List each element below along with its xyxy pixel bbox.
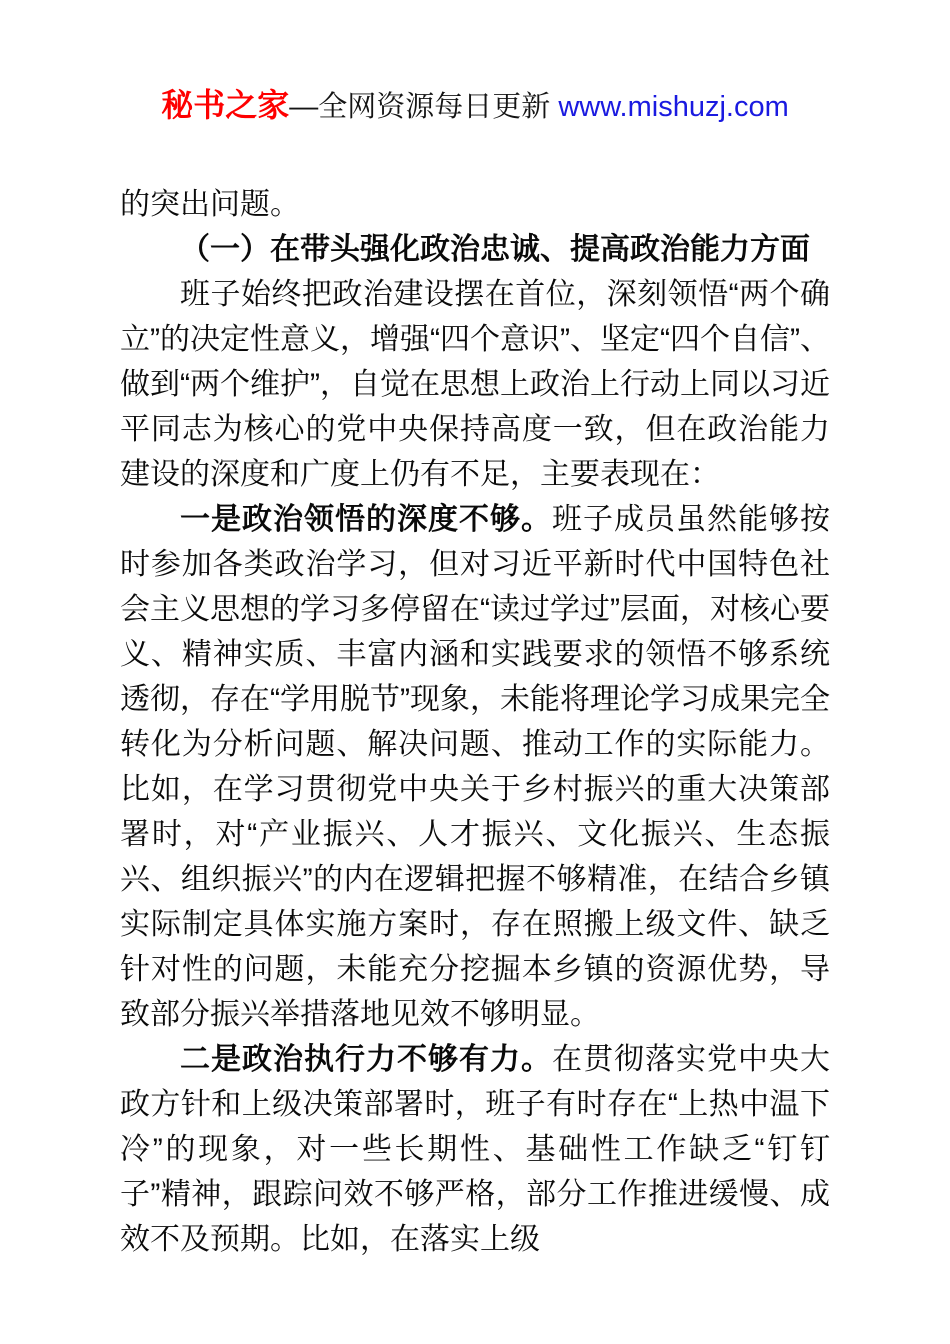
paragraph-text: 在贯彻落实党中央大政方针和上级决策部署时，班子有时存在“上热中温下冷”的现象，对一些长期性、基础性工作缺乏“钉钉子”精神，跟踪问效不够严格，部分工作推进缓慢、成效不及预期。比如，在落实上级 <box>120 1043 830 1256</box>
paragraph-continuation <box>120 182 830 227</box>
paragraph <box>120 497 830 1037</box>
site-name: 秘书之家 <box>161 87 290 123</box>
site-url: www.mishuzj.com <box>558 91 789 123</box>
document-body <box>120 182 830 1262</box>
paragraph-lead: 一是政治领悟的深度不够。 <box>180 503 552 536</box>
section-heading-text: （一）在带头强化政治忠诚、提高政治能力方面 <box>180 233 810 266</box>
watermark-header <box>0 0 950 126</box>
paragraph-text: 班子始终把政治建设摆在首位，深刻领悟“两个确立”的决定性意义，增强“四个意识”、坚定“四个自信”、做到“两个维护”，自觉在思想上政治上行动上同以习近平同志为核心的党中央保持高度一致，但在政治能力建设的深度和广度上仍有不足，主要表现在： <box>120 278 830 491</box>
paragraph-text: 班子成员虽然能够按时参加各类政治学习，但对习近平新时代中国特色社会主义思想的学习多停留在“读过学过”层面，对核心要义、精神实质、丰富内涵和实践要求的领悟不够系统透彻，存在“学用脱节”现象，未能将理论学习成果完全转化为分析问题、解决问题、推动工作的实际能力。比如，在学习贯彻党中央关于乡村振兴的重大决策部署时，对“产业振兴、人才振兴、文化振兴、生态振兴、组织振兴”的内在逻辑把握不够精准，在结合乡镇实际制定具体实施方案时，存在照搬上级文件、缺乏针对性的问题，未能充分挖掘本乡镇的资源优势，导致部分振兴举措落地见效不够明显。 <box>120 503 830 1031</box>
section-heading <box>120 227 830 272</box>
paragraph-text: 的突出问题。 <box>120 188 300 221</box>
paragraph-lead: 二是政治执行力不够有力。 <box>180 1043 552 1076</box>
paragraph <box>120 1037 830 1262</box>
paragraph <box>120 272 830 497</box>
site-tagline: —全网资源每日更新 <box>289 91 559 123</box>
